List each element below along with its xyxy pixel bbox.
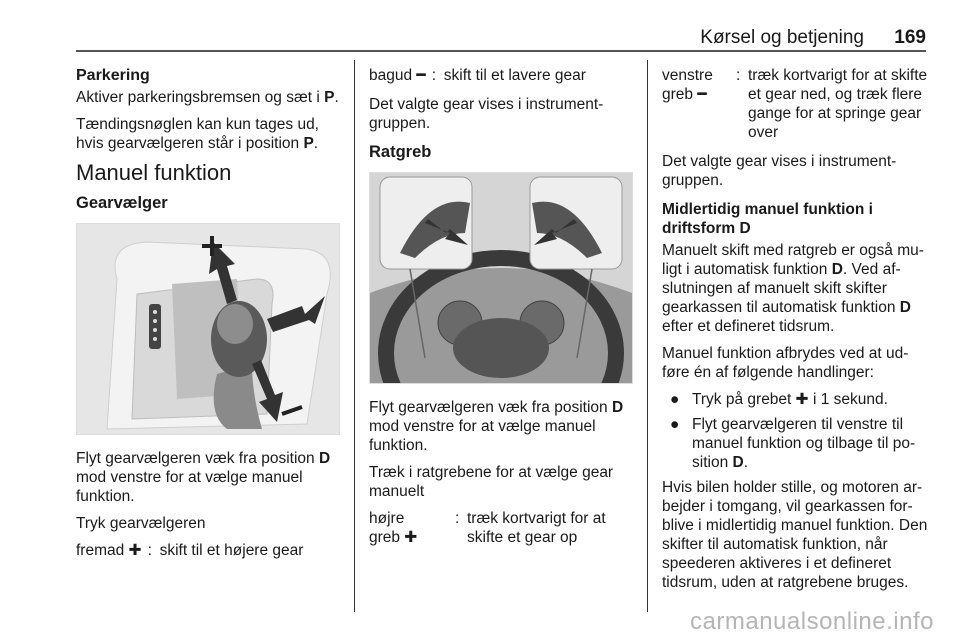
column-1 [76,66,340,568]
list-item [662,415,928,472]
plus-icon: ✚ [795,391,809,408]
page-header [76,27,926,49]
text: højre [369,510,405,527]
definition-row-right-paddle [369,509,631,547]
text: . [334,89,339,106]
col2-paragraph-3: Træk i ratgrebene for at vælge gear manuelt [369,464,614,500]
separator: : [455,510,460,527]
col3-paragraph-2 [662,241,928,336]
text: fremad [76,542,125,559]
column-divider-2 [647,60,648,612]
text: venstre [662,67,713,84]
plus-icon: ✚ [128,542,142,559]
text: mod venstre for at vælge manuel funktion. [369,418,596,454]
text: . [743,454,749,471]
definition-term [662,66,736,142]
parking-heading: Parkering [76,67,150,84]
text: Tryk på grebet [692,391,796,408]
chapter-title: Kørsel og betjening [700,27,864,48]
text: Tændingsnøglen kan kun tages ud, hvis gearvælgeren står i position [76,116,319,152]
minus-icon: ━ [416,67,426,84]
list-item-text [692,390,928,409]
separator: : [147,542,152,559]
page-number: 169 [894,27,926,48]
column-divider-1 [354,60,355,612]
text: efter et defineret tidsrum. [662,318,835,335]
text: . [313,135,319,152]
paddle-illustration [369,172,633,384]
gear-selector-image [77,224,339,434]
list-item-text [692,415,928,472]
col3-paragraph-4: Hvis bilen holder stille, og motoren ar-bejder i tomgang, vil gearkassen for-blive i midlertidig manuel funktion. Den skifter til automatisk funktion, når speederen aktiveres i et defineret tidsrum, uden at ratgrebene bruges. [662,479,928,591]
text: greb [369,529,401,546]
gear-letter: D [732,454,744,471]
plus-icon: ✚ [404,529,418,546]
definition-description: skift til et højere gear [159,542,304,559]
gear-letter: D [318,450,331,467]
text: . Ved af-slutningen af manuelt skift skifter gearkassen til automatisk funktion [662,261,901,316]
definition-description: skift til et lavere gear [443,67,586,84]
gear-paragraph-2: Tryk gearvælgeren [76,515,206,532]
text: Flyt gearvælgeren til venstre til manuel funktion og tilbage til po-sition [692,416,916,471]
section-heading: Manuel funktion [76,160,232,185]
col3-paragraph-3: Manuel funktion afbrydes ved at ud-føre én af følgende handlinger: [662,345,909,381]
paddle-heading: Ratgreb [369,143,432,161]
col2-paragraph-2 [369,398,631,455]
minus-icon: ━ [697,86,707,103]
definition-row-backward [369,66,631,85]
list-item [662,390,928,409]
text: bagud [369,67,413,84]
definition-term [369,66,432,85]
col3-paragraph-1: Det valgte gear vises i instrument-gruppen. [662,153,897,189]
gear-paragraph-1 [76,449,340,506]
gear-selector-illustration [76,223,340,435]
gear-letter: D [611,399,624,416]
text: mod venstre for at vælge manuel funktion. [76,469,303,505]
header-rule [76,50,926,52]
column-2 [369,66,631,555]
column-3 [662,66,928,600]
definition-row-forward [76,541,340,560]
text: Manuelt skift med ratgreb er også mu-ligt i automatisk funktion [662,242,924,278]
definition-description: træk kortvarigt for at skifte et gear op [467,510,606,546]
definition-term [76,541,148,560]
separator: : [736,67,741,84]
bullet-icon: ● [670,391,680,408]
text: Flyt gearvælgeren væk fra position [76,450,319,467]
steering-paddle-image [370,173,632,383]
gear-selector-heading: Gearvælger [76,194,168,212]
text: greb [662,86,694,103]
gear-letter: P [303,135,314,152]
text: Flyt gearvælgeren væk fra position [369,399,612,416]
definition-description: træk kortvarigt for at skifte et gear ned, og træk flere gange for at springe gear over [748,67,928,141]
text: Aktiver parkeringsbremsen og sæt i [76,89,325,106]
gear-letter: P [324,89,335,106]
definition-term [369,509,455,547]
parking-paragraph-1 [76,88,340,107]
watermark: carmanualsonline.info [690,608,934,635]
definition-row-left-paddle [662,66,928,142]
separator: : [431,67,437,84]
text: i 1 sekund. [808,391,888,408]
bullet-icon: ● [670,416,680,433]
gear-letter: D [899,299,911,316]
gear-letter: D [831,261,843,278]
col2-paragraph-1: Det valgte gear vises i instrument-gruppen. [369,96,604,132]
parking-paragraph-2 [76,115,340,153]
temporary-manual-heading: Midlertidig manuel funktion i driftsform D [662,201,873,237]
